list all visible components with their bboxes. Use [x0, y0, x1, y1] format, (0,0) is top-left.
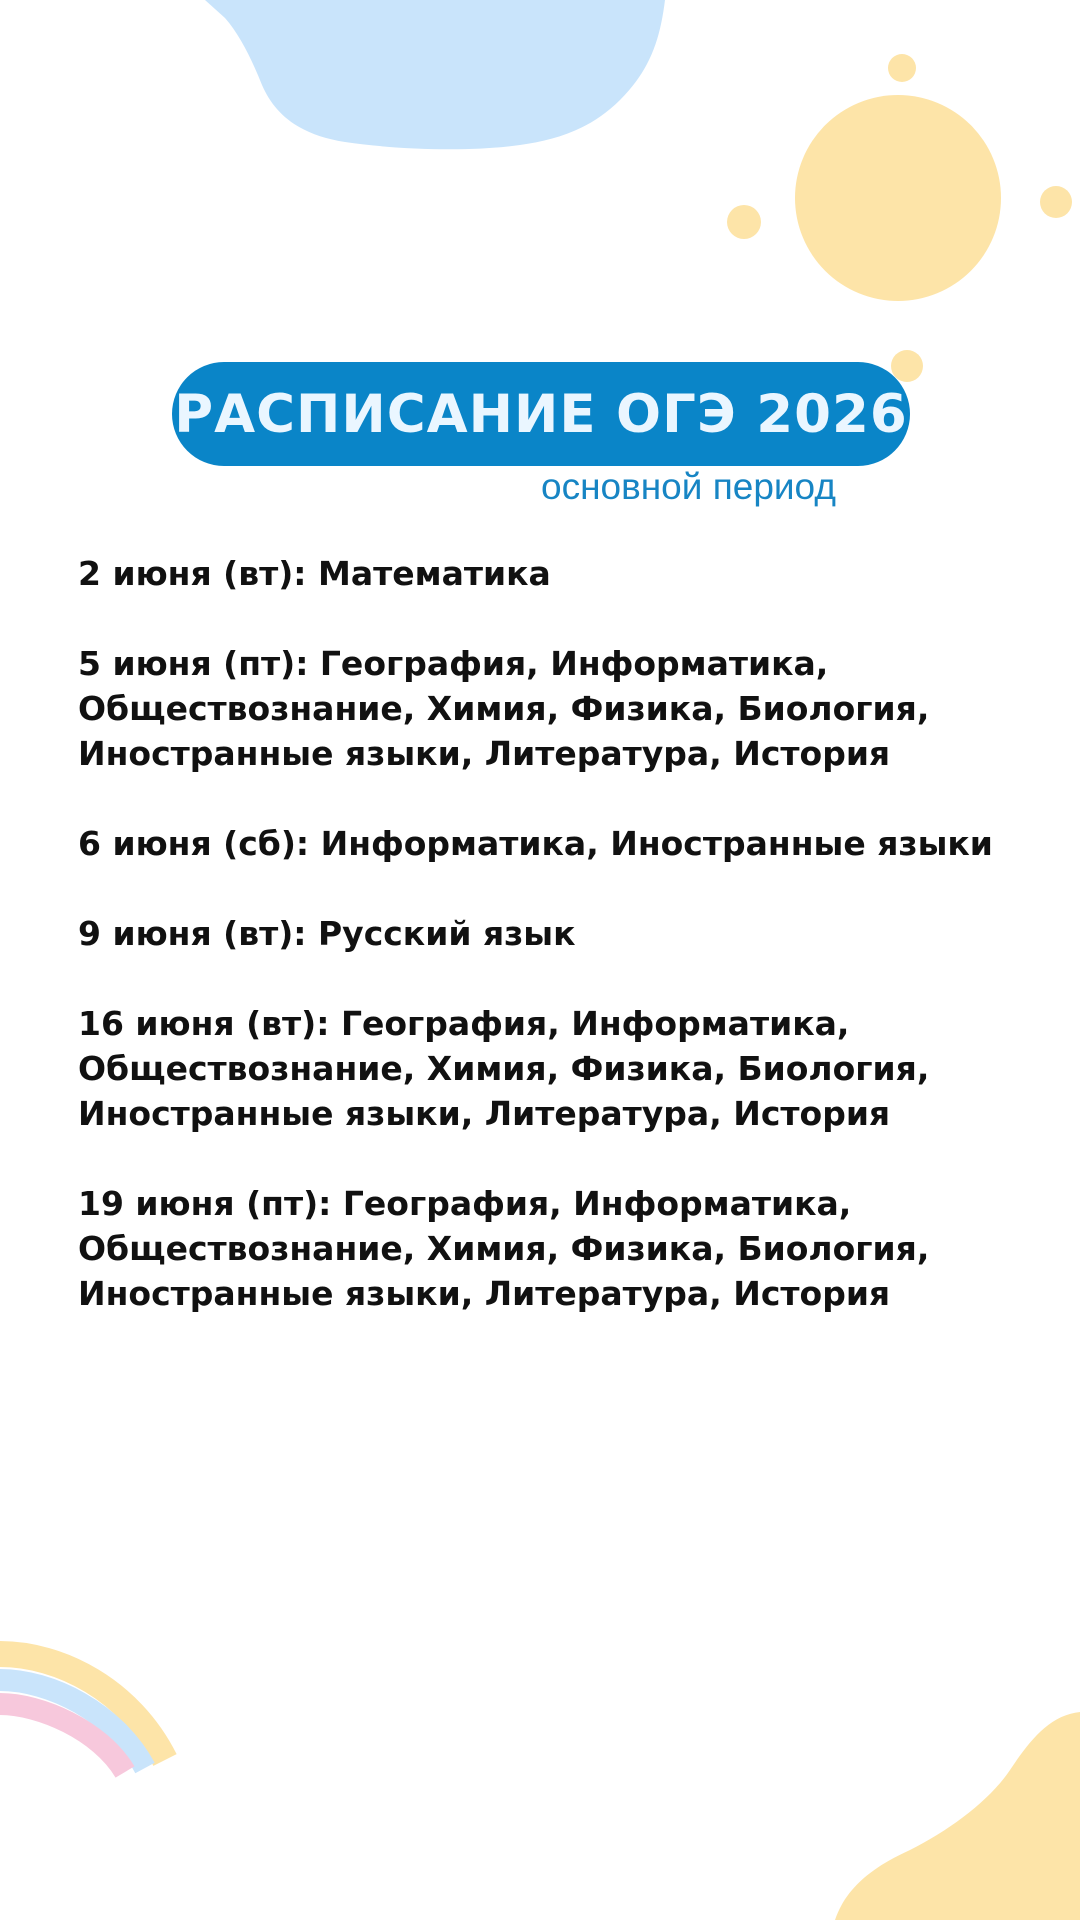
schedule-entry [78, 641, 1038, 776]
schedule-line: 9 июня (вт): Русский язык [78, 914, 576, 953]
schedule-line: Обществознание, Химия, Физика, Биология, [78, 689, 930, 728]
schedule-entry [78, 911, 1038, 956]
yellow-dot [1040, 186, 1072, 218]
schedule-line: 5 июня (пт): География, Информатика, [78, 644, 829, 683]
yellow-dot [727, 205, 761, 239]
rainbow-decoration [0, 1654, 165, 1772]
schedule-line: Обществознание, Химия, Физика, Биология, [78, 1229, 930, 1268]
yellow-dot [891, 350, 923, 382]
schedule-line: Иностранные языки, Литература, История [78, 1094, 891, 1133]
schedule-line: 2 июня (вт): Математика [78, 554, 551, 593]
yellow-dot [888, 54, 916, 82]
schedule-entry [78, 1181, 1038, 1316]
blue-cloud-blob [205, 0, 665, 149]
schedule-line: 16 июня (вт): География, Информатика, [78, 1004, 850, 1043]
schedule-entry [78, 1001, 1038, 1136]
schedule-entry [78, 551, 1038, 596]
schedule-line: 19 июня (пт): География, Информатика, [78, 1184, 852, 1223]
yellow-corner-blob [835, 1712, 1080, 1920]
schedule-line: Иностранные языки, Литература, История [78, 734, 891, 773]
schedule-line: Иностранные языки, Литература, История [78, 1274, 891, 1313]
title-banner [172, 362, 910, 466]
exam-schedule-list [78, 551, 1038, 1361]
yellow-sun-blob [795, 95, 1001, 301]
page-title: РАСПИСАНИЕ ОГЭ 2026 [174, 383, 908, 445]
schedule-line: 6 июня (сб): Информатика, Иностранные языки [78, 824, 993, 863]
schedule-line: Обществознание, Химия, Физика, Биология, [78, 1049, 930, 1088]
schedule-entry [78, 821, 1038, 866]
page-subtitle: основной период [541, 466, 836, 507]
